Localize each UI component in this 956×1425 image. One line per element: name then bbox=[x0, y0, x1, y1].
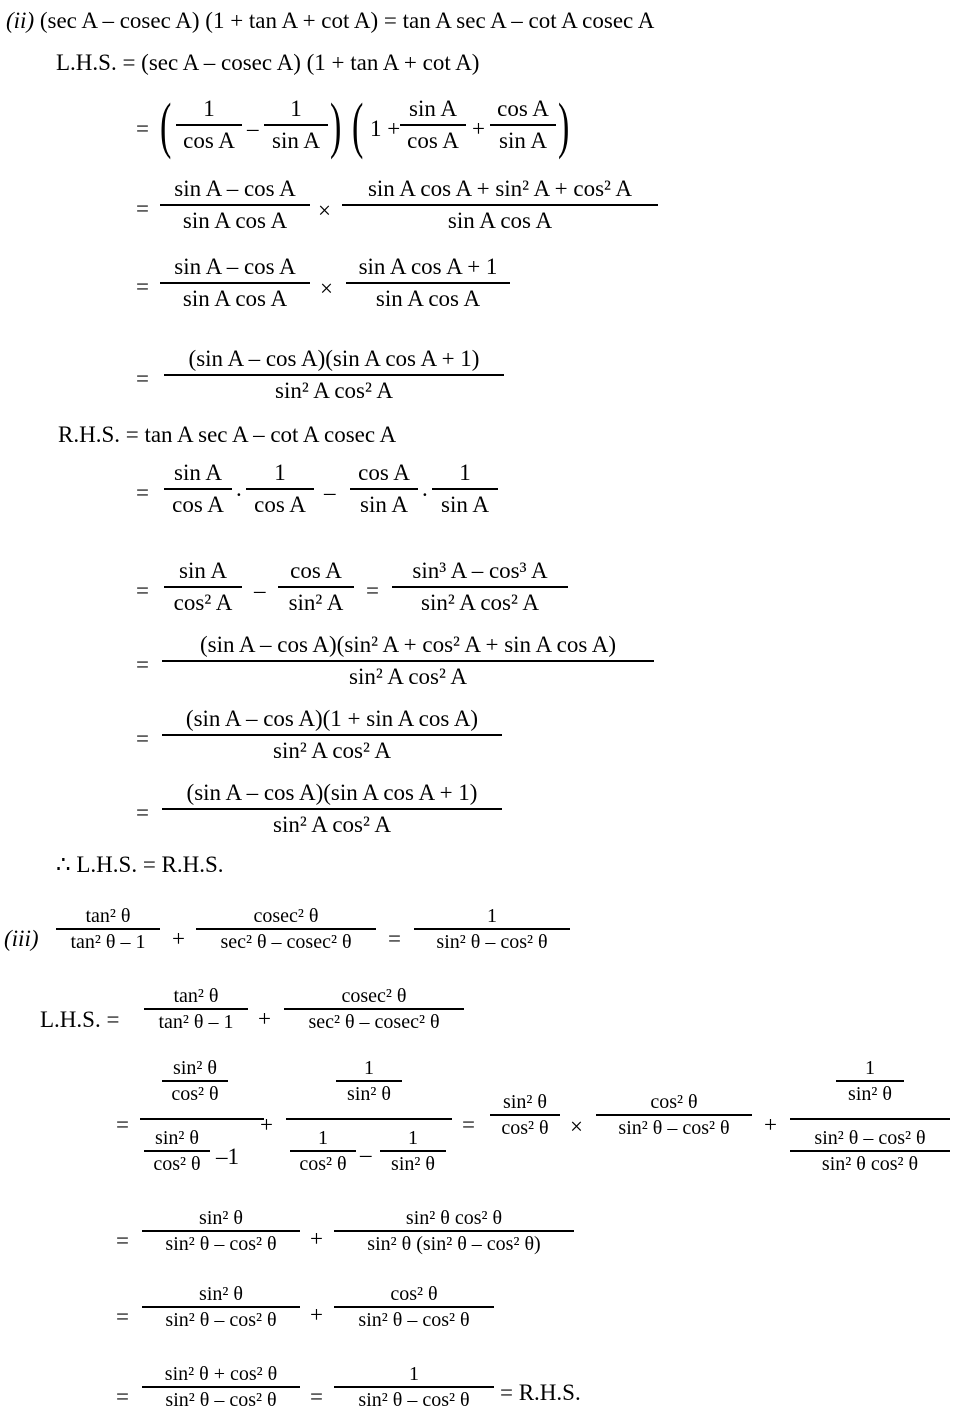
one-plus: 1 + bbox=[370, 116, 401, 141]
identity-statement: (sec A – cosec A) (1 + tan A + cot A) = tan A sec A – cot A cosec A bbox=[39, 8, 655, 33]
fraction: cos A sin A bbox=[490, 94, 556, 156]
equals-sign: = bbox=[310, 1384, 323, 1409]
plus-sign: + bbox=[310, 1302, 323, 1327]
equals-sign: = bbox=[366, 578, 379, 603]
fraction: 1 cos² θ bbox=[290, 1126, 356, 1176]
minus-sign: – bbox=[360, 1142, 372, 1167]
minus-one: –1 bbox=[216, 1144, 239, 1169]
equals-sign: = bbox=[136, 116, 149, 141]
fraction: cos A sin A bbox=[350, 458, 418, 520]
fraction: sin² θ – cos² θ sin² θ cos² θ bbox=[790, 1126, 950, 1176]
equals-sign: = bbox=[116, 1304, 129, 1329]
fraction: (sin A – cos A)(1 + sin A cos A) sin² A cos² A bbox=[162, 704, 502, 766]
fraction: tan² θ tan² θ – 1 bbox=[144, 984, 248, 1034]
equals-sign: = bbox=[388, 926, 401, 951]
fraction: sin² θ cos² θ bbox=[490, 1090, 560, 1140]
fraction: 1 sin² θ bbox=[836, 1056, 904, 1106]
fraction: sin³ A – cos³ A sin² A cos² A bbox=[392, 556, 568, 618]
fraction: (sin A – cos A)(sin² A + cos² A + sin A cos A) sin² A cos² A bbox=[162, 630, 654, 692]
times-sign: × bbox=[318, 198, 331, 223]
fraction: cosec² θ sec² θ – cosec² θ bbox=[284, 984, 464, 1034]
equals-sign: = bbox=[136, 196, 149, 221]
equals-sign: = bbox=[136, 366, 149, 391]
fraction: sin² θ sin² θ – cos² θ bbox=[142, 1282, 300, 1332]
conclusion: ∴ L.H.S. = R.H.S. bbox=[56, 852, 224, 877]
fraction: sin² θ cos² θ sin² θ (sin² θ – cos² θ) bbox=[334, 1206, 574, 1256]
fraction: cos² θ sin² θ – cos² θ bbox=[596, 1090, 752, 1140]
fraction: sin² θ sin² θ – cos² θ bbox=[142, 1206, 300, 1256]
fraction: 1 sin² θ bbox=[380, 1126, 446, 1176]
fraction: cos² θ sin² θ – cos² θ bbox=[334, 1282, 494, 1332]
fraction: 1 cos A bbox=[176, 94, 242, 156]
plus-sign: + bbox=[172, 926, 185, 951]
plus-sign: + bbox=[472, 116, 485, 141]
fraction: sin A – cos A sin A cos A bbox=[160, 252, 310, 314]
fraction: sin A cos A bbox=[400, 94, 466, 156]
open-paren: ( bbox=[160, 92, 172, 160]
equals-sign: = bbox=[116, 1384, 129, 1409]
equals-sign: = bbox=[136, 578, 149, 603]
fraction: cosec² θ sec² θ – cosec² θ bbox=[196, 904, 376, 954]
part-ii-statement bbox=[6, 8, 654, 34]
fraction: cos A sin² A bbox=[278, 556, 354, 618]
times-sign: × bbox=[320, 276, 333, 301]
plus-sign: + bbox=[260, 1112, 273, 1137]
equals-sign: = bbox=[116, 1228, 129, 1253]
equals-sign: = bbox=[136, 274, 149, 299]
minus-sign: – bbox=[247, 116, 259, 141]
minus-sign: – bbox=[254, 578, 266, 603]
fraction: sin A cos² A bbox=[164, 556, 242, 618]
fraction: sin A cos A + sin² A + cos² A sin A cos A bbox=[342, 174, 658, 236]
equals-sign: = bbox=[462, 1112, 475, 1137]
fraction: sin A cos A + 1 sin A cos A bbox=[346, 252, 510, 314]
equals-sign: = bbox=[136, 652, 149, 677]
lhs-heading: L.H.S. = bbox=[40, 1007, 120, 1032]
fraction: sin² θ cos² θ bbox=[162, 1056, 228, 1106]
fraction: sin² θ + cos² θ sin² θ – cos² θ bbox=[142, 1362, 300, 1412]
fraction: (sin A – cos A)(sin A cos A + 1) sin² A cos² A bbox=[164, 344, 504, 406]
open-paren: ( bbox=[352, 92, 364, 160]
plus-sign: + bbox=[310, 1226, 323, 1251]
dot-operator: . bbox=[422, 476, 428, 501]
fraction: 1 sin A bbox=[264, 94, 328, 156]
plus-sign: + bbox=[764, 1112, 777, 1137]
fraction: 1 sin² θ – cos² θ bbox=[334, 1362, 494, 1412]
equals-sign: = bbox=[136, 726, 149, 751]
part-label: (ii) bbox=[6, 8, 35, 33]
dot-operator: . bbox=[236, 476, 242, 501]
plus-sign: + bbox=[258, 1006, 271, 1031]
minus-sign: – bbox=[324, 480, 336, 505]
close-paren: ) bbox=[558, 92, 570, 160]
fraction: tan² θ tan² θ – 1 bbox=[56, 904, 160, 954]
fraction: sin² θ cos² θ bbox=[144, 1126, 210, 1176]
lhs-heading: L.H.S. = (sec A – cosec A) (1 + tan A + cot A) bbox=[56, 50, 480, 75]
fraction: sin A cos A bbox=[164, 458, 232, 520]
rhs-heading: R.H.S. = tan A sec A – cot A cosec A bbox=[58, 422, 397, 447]
equals-sign: = bbox=[116, 1112, 129, 1137]
equals-sign: = bbox=[136, 800, 149, 825]
fraction: 1 sin² θ bbox=[336, 1056, 402, 1106]
fraction: 1 sin² θ – cos² θ bbox=[414, 904, 570, 954]
times-sign: × bbox=[570, 1114, 583, 1139]
fraction: 1 sin A bbox=[432, 458, 498, 520]
fraction: sin A – cos A sin A cos A bbox=[160, 174, 310, 236]
part-label: (iii) bbox=[4, 926, 39, 951]
close-paren: ) bbox=[330, 92, 342, 160]
equals-sign: = bbox=[136, 480, 149, 505]
rhs-result: = R.H.S. bbox=[500, 1380, 581, 1405]
fraction: 1 cos A bbox=[246, 458, 314, 520]
fraction: (sin A – cos A)(sin A cos A + 1) sin² A cos² A bbox=[162, 778, 502, 840]
